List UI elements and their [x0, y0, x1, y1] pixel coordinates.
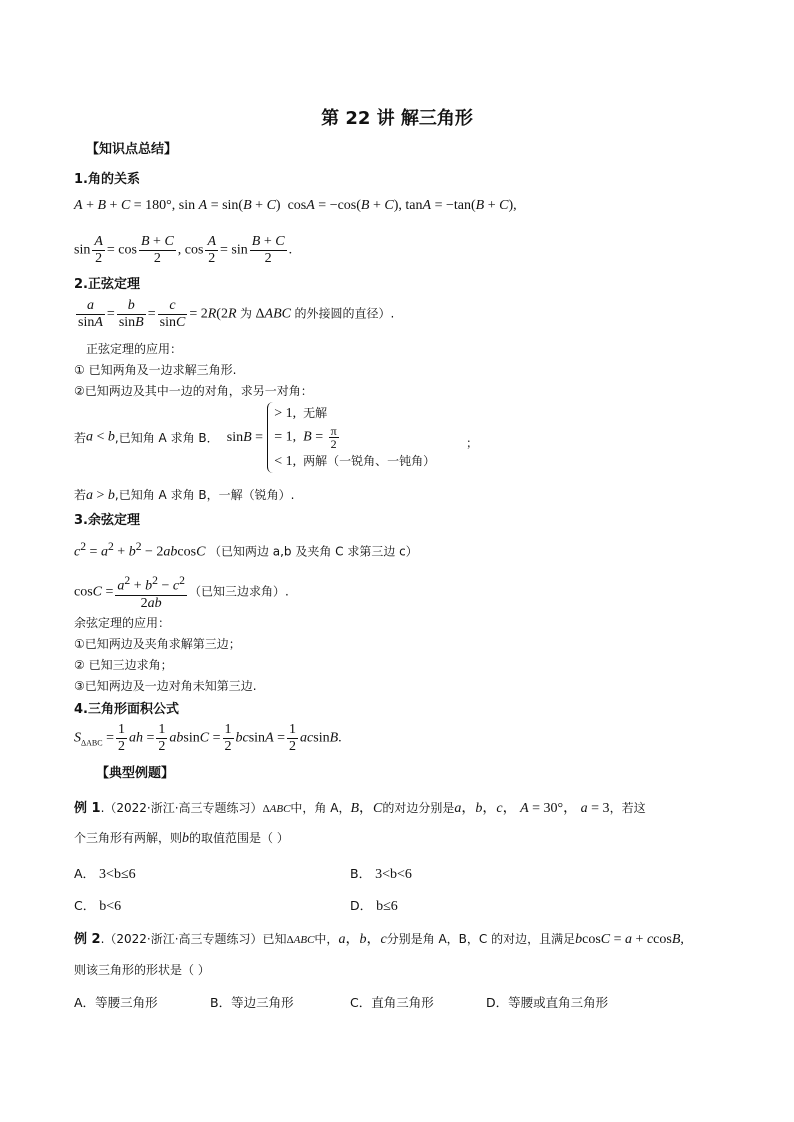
example-2-stem-line2: 则该三角形的形状是（ ） [74, 963, 210, 977]
case-prefix: 若 [74, 431, 87, 445]
sine-app-1: ① 已知两角及一边求解三角形. [74, 363, 237, 377]
section-angle-relations: 1.角的关系 [74, 172, 140, 187]
example-1-option-b[interactable]: B． 3<b<6 [350, 866, 412, 882]
summary-header: 【知识点总结】 [86, 142, 178, 157]
cos-app-2: ② 已知三边求角； [74, 658, 173, 672]
example-2-option-a[interactable]: A．等腰三角形 [74, 995, 158, 1010]
sine-cases: > 1, 无解 = 1, B = $\frac{\pi}{2}$ < 1, 两解（一锐角、一钝角） [267, 402, 435, 473]
formula-cos-from-sides: cosC = $\frac{a^2 + b^2 - c^2}{2ab}$ （已知三边求角）. [74, 574, 289, 611]
sine-case-block: 若a < b,已知角 A 求角 B． sinB = > 1, 无解 = 1, B = $\frac{\pi}{2}$ < 1, 两解（一锐角、一钝角） [74, 402, 435, 473]
page-title: 第 22 讲 解三角形 [321, 108, 473, 129]
sine-circumradius-text: 为 [240, 306, 253, 321]
sine-app-title: 正弦定理的应用： [86, 342, 183, 356]
examples-header: 【典型例题】 [96, 766, 175, 781]
cos-note-1: （已知两边 a,b 及夹角 C 求第三边 c） [208, 544, 418, 559]
cos-note-2: （已知三边求角）. [188, 584, 289, 599]
section-law-of-cosines: 3.余弦定理 [74, 513, 140, 528]
example-2-stem: 例 2.（2022·浙江·高三专题练习）已知ΔABC中，a，b，c分别是角 A，B，C 的对边，且满足bcosC = a + ccosB, [74, 932, 684, 947]
section-area-formula: 4.三角形面积公式 [74, 702, 179, 717]
formula-triangle-area: $S_{\Delta ABC}$ = $\frac{1}{2}$ ah = $\frac{1}{2}$ absinC = $\frac{1}{2}$ bcsinA = $\frac{1}{2}$ acsinB. [74, 722, 342, 754]
example-1-label: 例 1 [74, 801, 101, 816]
sine-circumradius-tail: 的外接圆的直径）. [294, 306, 395, 321]
example-1-stem-line2: 个三角形有两解，则b的取值范围是（ ） [74, 831, 289, 846]
sine-app-2: ②已知两边及其中一边的对角，求另一对角： [74, 384, 313, 398]
case2-tail: ,已知角 A 求角 B，一解（锐角）. [114, 488, 295, 502]
example-1-option-c[interactable]: C． b<6 [74, 898, 122, 914]
semicolon: ； [466, 436, 479, 450]
example-1-option-a[interactable]: A． 3<b≤6 [74, 866, 136, 882]
example-2-option-d[interactable]: D．等腰或直角三角形 [486, 995, 609, 1010]
example-2-option-c[interactable]: C．直角三角形 [350, 995, 434, 1010]
section-law-of-sines: 2.正弦定理 [74, 277, 140, 292]
cos-app-1: ①已知两边及夹角求解第三边； [74, 637, 241, 651]
cos-app-title: 余弦定理的应用： [74, 616, 171, 630]
example-1-option-d[interactable]: D． b≤6 [350, 898, 398, 914]
formula-angle-sum: A + B + C = 180°, sin A = sin(B + C) cosA = −cos(B + C), tanA = −tan(B + C), [74, 198, 517, 213]
example-1-stem: 例 1.（2022·浙江·高三专题练习）ΔABC中，角 A，B，C的对边分别是a，b，c， A = 30°， a = 3，若这 [74, 801, 646, 816]
formula-law-of-sines: $\frac{a}{\sin A}$ = $\frac{b}{\sin B}$ = $\frac{c}{\sin C}$ = 2R(2R 为 ΔABC 的外接圆的直径）. [78, 298, 395, 330]
case-none: 无解 [303, 406, 328, 420]
example-2-label: 例 2 [74, 932, 101, 947]
case-mid: ,已知角 A 求角 B． [114, 431, 219, 445]
cos-app-3: ③已知两边及一边对角未知第三边. [74, 679, 257, 693]
example-2-option-b[interactable]: B．等边三角形 [210, 995, 294, 1010]
case-two: 两解（一锐角、一钝角） [303, 454, 436, 468]
sine-case-2: 若a > b,已知角 A 求角 B，一解（锐角）. [74, 488, 295, 503]
formula-half-angle: sin $\frac{A}{2}$ = cos $\frac{B + C}{2}$ , cos $\frac{A}{2}$ = sin $\frac{B + C}{2}$ . [74, 234, 293, 266]
formula-law-of-cosines: $c^2 = a^2 + b^2 - 2abcosC$ （已知两边 a,b 及夹角 C 求第三边 c） [74, 540, 418, 560]
